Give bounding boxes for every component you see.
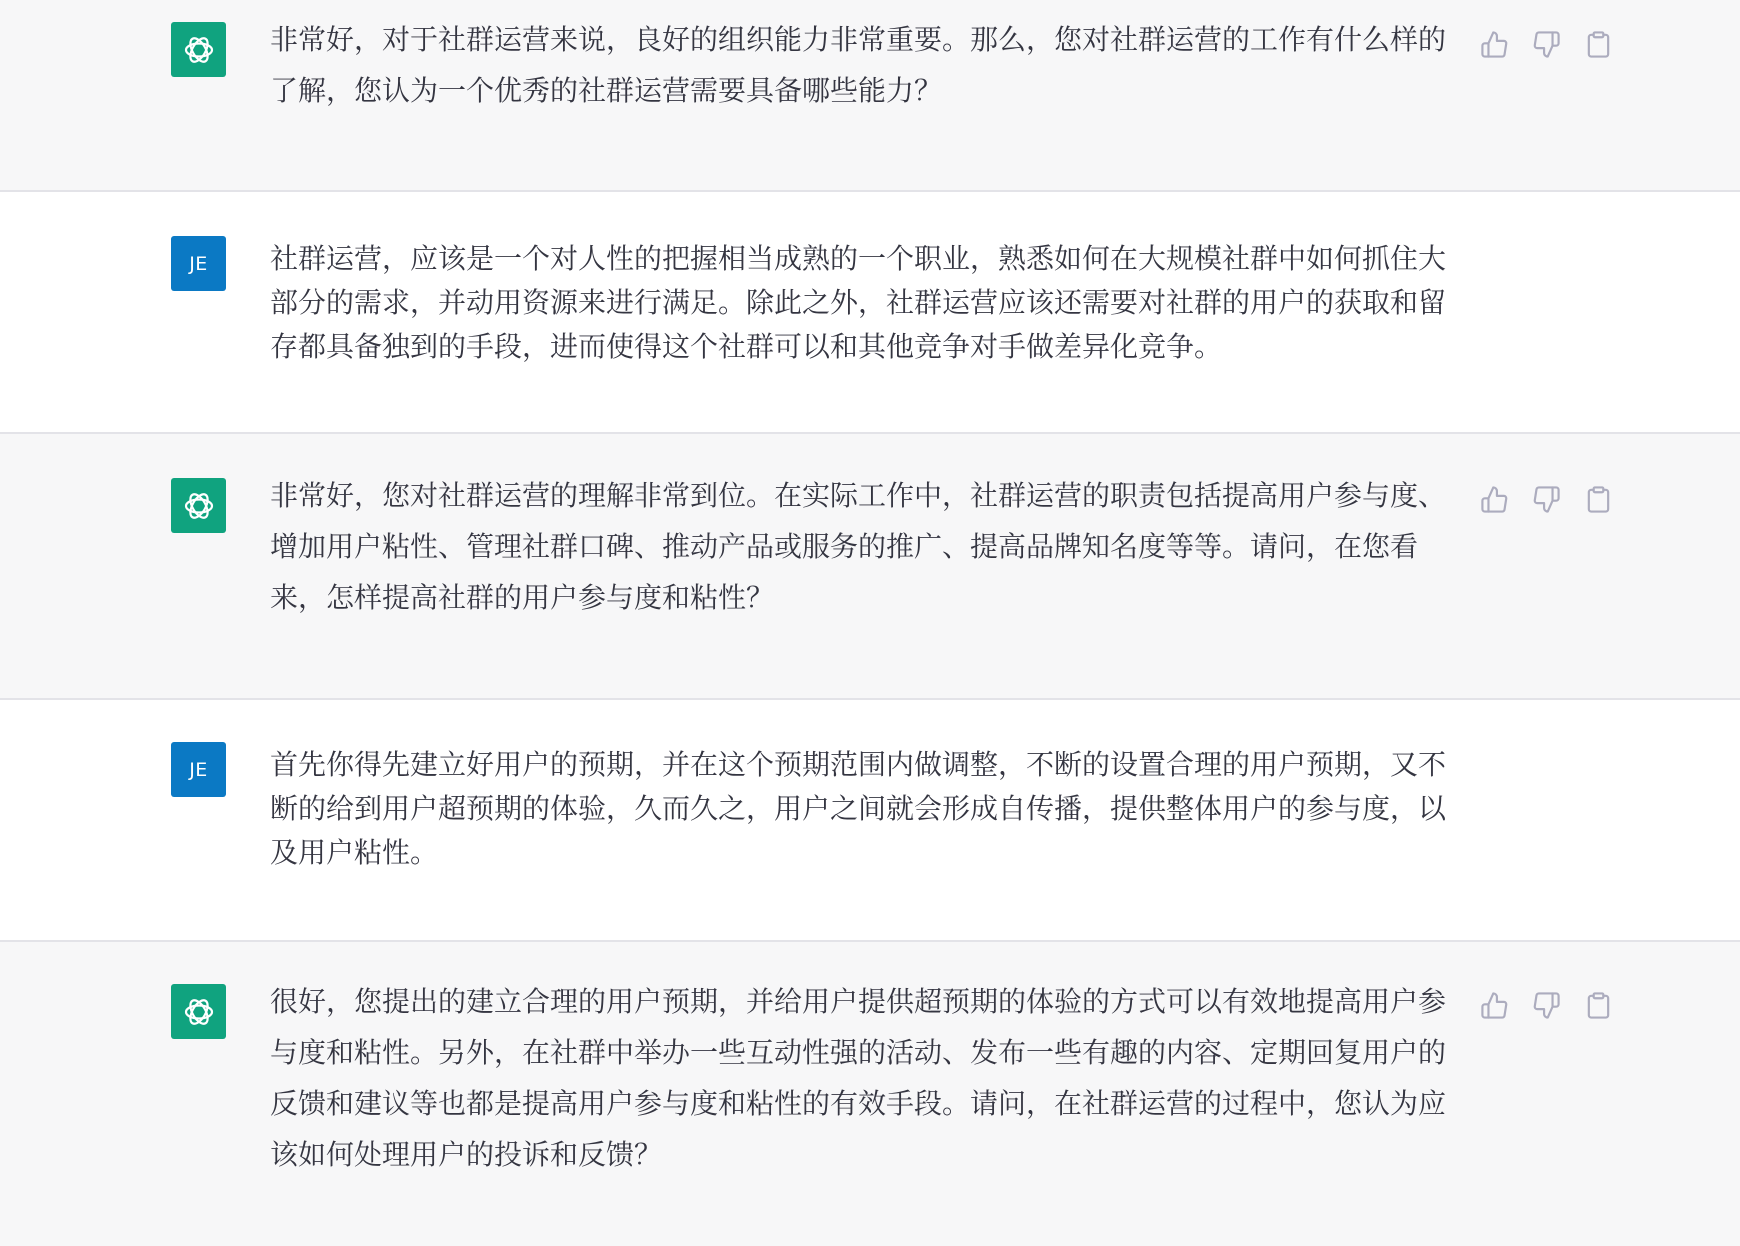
message-text: 很好，您提出的建立合理的用户预期，并给用户提供超预期的体验的方式可以有效地提高用户参与度和粘性。另外，在社群中举办一些互动性强的活动、发布一些有趣的内容、定期回复用户的反馈和建议等也都是提高用户参与度和粘性的有效手段。请问，在社群运营的过程中，您认为应该如何处理用户的投诉和反馈？ bbox=[270, 985, 1447, 1171]
thumbs-up-button[interactable] bbox=[1480, 991, 1509, 1020]
message-actions bbox=[1480, 30, 1613, 59]
user-message bbox=[0, 700, 1740, 942]
assistant-avatar bbox=[171, 984, 226, 1039]
message-text: 非常好，对于社群运营来说，良好的组织能力非常重要。那么，您对社群运营的工作有什么样的了解，您认为一个优秀的社群运营需要具备哪些能力？ bbox=[270, 23, 1447, 107]
thumbs-down-icon bbox=[1532, 991, 1561, 1020]
user-initials: JE bbox=[189, 758, 208, 781]
assistant-message bbox=[0, 0, 1740, 192]
message-text: 非常好，您对社群运营的理解非常到位。在实际工作中，社群运营的职责包括提高用户参与度、增加用户粘性、管理社群口碑、推动产品或服务的推广、提高品牌知名度等等。请问，在您看来，怎样提高社群的用户参与度和粘性？ bbox=[270, 479, 1447, 614]
clipboard-icon bbox=[1584, 991, 1613, 1020]
thumbs-up-button[interactable] bbox=[1480, 30, 1509, 59]
message-actions bbox=[1480, 991, 1613, 1020]
user-avatar bbox=[171, 236, 226, 291]
message-text: 社群运营，应该是一个对人性的把握相当成熟的一个职业，熟悉如何在大规模社群中如何抓住大部分的需求，并动用资源来进行满足。除此之外，社群运营应该还需要对社群的用户的获取和留存都具备独到的手段，进而使得这个社群可以和其他竞争对手做差异化竞争。 bbox=[270, 242, 1447, 363]
assistant-avatar bbox=[171, 478, 226, 533]
clipboard-icon bbox=[1584, 485, 1613, 514]
assistant-avatar bbox=[171, 22, 226, 77]
clipboard-icon bbox=[1584, 30, 1613, 59]
assistant-message bbox=[0, 942, 1740, 1246]
thumbs-up-button[interactable] bbox=[1480, 485, 1509, 514]
message-text: 首先你得先建立好用户的预期，并在这个预期范围内做调整，不断的设置合理的用户预期，又不断的给到用户超预期的体验，久而久之，用户之间就会形成自传播，提供整体用户的参与度，以及用户粘性。 bbox=[270, 748, 1447, 869]
user-message bbox=[0, 192, 1740, 434]
copy-button[interactable] bbox=[1584, 485, 1613, 514]
thumbs-up-icon bbox=[1480, 30, 1509, 59]
user-avatar bbox=[171, 742, 226, 797]
openai-logo-icon bbox=[179, 486, 219, 526]
copy-button[interactable] bbox=[1584, 991, 1613, 1020]
thumbs-up-icon bbox=[1480, 485, 1509, 514]
user-initials: JE bbox=[189, 252, 208, 275]
thumbs-down-button[interactable] bbox=[1532, 30, 1561, 59]
thumbs-down-button[interactable] bbox=[1532, 991, 1561, 1020]
message-actions bbox=[1480, 485, 1613, 514]
copy-button[interactable] bbox=[1584, 30, 1613, 59]
thumbs-down-icon bbox=[1532, 30, 1561, 59]
openai-logo-icon bbox=[179, 992, 219, 1032]
thumbs-up-icon bbox=[1480, 991, 1509, 1020]
thumbs-down-icon bbox=[1532, 485, 1561, 514]
openai-logo-icon bbox=[179, 30, 219, 70]
thumbs-down-button[interactable] bbox=[1532, 485, 1561, 514]
assistant-message bbox=[0, 434, 1740, 700]
